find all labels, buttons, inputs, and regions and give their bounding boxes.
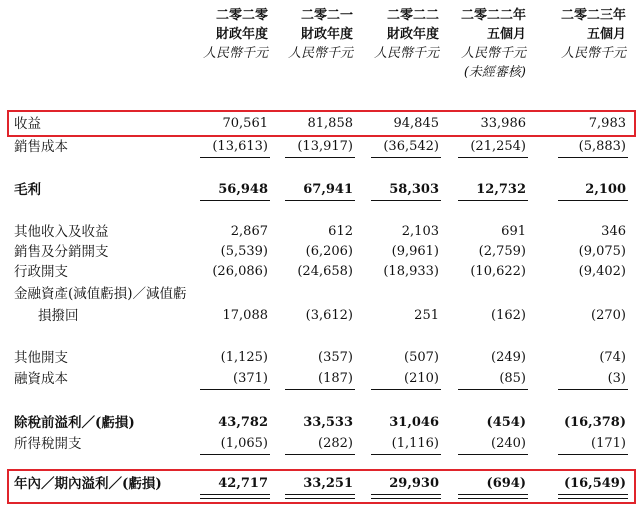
cell-value: (74)	[599, 350, 626, 365]
cell-value: 29,930	[389, 476, 439, 491]
column-header-line2: 財政年度	[215, 27, 268, 42]
cell-value: (187)	[318, 371, 353, 386]
table-row-impairment-reversal	[0, 306, 640, 326]
column-header-line3: 人民幣千元	[287, 46, 353, 61]
cell-value: 70,561	[222, 116, 268, 131]
row-label: 收益	[14, 116, 41, 132]
column-header-line1: 二零二二	[386, 8, 439, 23]
cell-value: 94,845	[393, 116, 439, 131]
row-label: 所得稅開支	[14, 436, 82, 452]
subtotal-line	[458, 454, 528, 455]
subtotal-line	[371, 454, 441, 455]
cell-value: 33,986	[480, 116, 526, 131]
row-label: 行政開支	[14, 264, 68, 280]
row-label: 其他開支	[14, 350, 68, 366]
cell-value: (10,622)	[470, 264, 526, 279]
cell-value: (13,613)	[212, 139, 268, 154]
table-row-profit-before-tax	[0, 413, 640, 433]
column-header-line3: 人民幣千元	[202, 46, 268, 61]
cell-value: 7,983	[588, 116, 626, 131]
row-label: 損撥回	[38, 308, 79, 324]
cell-value: 2,867	[230, 224, 268, 239]
column-header-line4: (未經審核)	[463, 65, 526, 80]
cell-value: (1,116)	[391, 436, 439, 451]
cell-value: (507)	[404, 350, 439, 365]
row-label: 除稅前溢利／(虧損)	[14, 415, 135, 431]
subtotal-line	[558, 389, 628, 390]
table-row-profit-for-period	[0, 474, 640, 494]
subtotal-line	[558, 157, 628, 158]
cell-value: 58,303	[389, 182, 439, 197]
row-label: 其他收入及收益	[14, 224, 109, 240]
cell-value: (1,065)	[220, 436, 268, 451]
column-header-line3: 人民幣千元	[373, 46, 439, 61]
row-label: 毛利	[14, 182, 41, 198]
table-row-selling-expenses	[0, 242, 640, 262]
column-header	[534, 6, 626, 63]
cell-value: 2,100	[585, 182, 626, 197]
grand-total-double-line	[458, 494, 528, 499]
total-line	[558, 200, 628, 201]
cell-value: (3)	[607, 371, 626, 386]
cell-value: 2,103	[401, 224, 439, 239]
row-label: 融資成本	[14, 371, 68, 387]
grand-total-double-line	[558, 494, 628, 499]
subtotal-line	[371, 389, 441, 390]
cell-value: (9,961)	[391, 244, 439, 259]
column-header-line2: 五個月	[586, 27, 626, 42]
table-row-income-tax	[0, 434, 640, 454]
column-header	[176, 6, 268, 63]
table-row-impairment-label	[0, 284, 640, 304]
cell-value: 33,251	[303, 476, 353, 491]
table-row-finance-costs	[0, 369, 640, 389]
row-label: 銷售及分銷開支	[14, 244, 109, 260]
cell-value: (13,917)	[297, 139, 353, 154]
cell-value: (9,402)	[578, 264, 626, 279]
table-row-revenue	[0, 114, 640, 134]
table-row-gross-profit	[0, 180, 640, 200]
column-header-line3: 人民幣千元	[560, 46, 626, 61]
cell-value: (16,549)	[563, 476, 626, 491]
cell-value: (5,539)	[220, 244, 268, 259]
total-line	[285, 200, 355, 201]
subtotal-line	[200, 157, 270, 158]
subtotal-line	[200, 454, 270, 455]
cell-value: (162)	[491, 308, 526, 323]
column-header-line2: 五個月	[486, 27, 526, 42]
cell-value: (454)	[486, 415, 526, 430]
column-header-line2: 財政年度	[300, 27, 353, 42]
cell-value: 31,046	[389, 415, 439, 430]
subtotal-line	[558, 454, 628, 455]
subtotal-line	[285, 389, 355, 390]
cell-value: (9,075)	[578, 244, 626, 259]
subtotal-line	[458, 389, 528, 390]
total-line	[458, 200, 528, 201]
table-row-cost-of-sales	[0, 137, 640, 157]
subtotal-line	[458, 157, 528, 158]
table-row-other-income	[0, 222, 640, 242]
cell-value: 56,948	[218, 182, 268, 197]
grand-total-double-line	[285, 494, 355, 499]
cell-value: (282)	[318, 436, 353, 451]
grand-total-double-line	[200, 494, 270, 499]
grand-total-double-line	[371, 494, 441, 499]
cell-value: (694)	[486, 476, 526, 491]
cell-value: (240)	[491, 436, 526, 451]
cell-value: (6,206)	[305, 244, 353, 259]
total-line	[371, 200, 441, 201]
cell-value: 67,941	[303, 182, 353, 197]
cell-value: 691	[501, 224, 526, 239]
cell-value: 33,533	[303, 415, 353, 430]
column-header-line1: 二零二一	[300, 8, 353, 23]
cell-value: 17,088	[222, 308, 268, 323]
table-row-admin-expenses	[0, 262, 640, 282]
cell-value: (18,933)	[383, 264, 439, 279]
cell-value: 346	[601, 224, 626, 239]
subtotal-line	[285, 157, 355, 158]
total-line	[200, 200, 270, 201]
column-header-line1: 二零二零	[215, 8, 268, 23]
cell-value: 12,732	[476, 182, 526, 197]
cell-value: 43,782	[218, 415, 268, 430]
table-row-other-expenses	[0, 348, 640, 368]
cell-value: (171)	[591, 436, 626, 451]
cell-value: (3,612)	[305, 308, 353, 323]
column-header-line2: 財政年度	[386, 27, 439, 42]
subtotal-line	[285, 454, 355, 455]
subtotal-line	[371, 157, 441, 158]
cell-value: (249)	[491, 350, 526, 365]
cell-value: (26,086)	[212, 264, 268, 279]
row-label: 銷售成本	[14, 139, 68, 155]
cell-value: (357)	[318, 350, 353, 365]
column-header-line1: 二零二二年	[460, 8, 526, 23]
cell-value: (1,125)	[220, 350, 268, 365]
column-header-line3: 人民幣千元	[460, 46, 526, 61]
row-label: 金融資產(減值虧損)／減值虧	[14, 286, 187, 302]
column-header	[261, 6, 353, 63]
column-header-line1: 二零二三年	[560, 8, 626, 23]
cell-value: (2,759)	[478, 244, 526, 259]
cell-value: (16,378)	[563, 415, 626, 430]
cell-value: 612	[328, 224, 353, 239]
cell-value: (210)	[404, 371, 439, 386]
column-header	[347, 6, 439, 63]
cell-value: (21,254)	[470, 139, 526, 154]
row-label: 年內／期內溢利／(虧損)	[14, 476, 162, 492]
subtotal-line	[200, 389, 270, 390]
cell-value: 251	[414, 308, 439, 323]
cell-value: (36,542)	[383, 139, 439, 154]
cell-value: (24,658)	[297, 264, 353, 279]
cell-value: (85)	[499, 371, 526, 386]
cell-value: 81,858	[307, 116, 353, 131]
cell-value: (270)	[591, 308, 626, 323]
column-header	[434, 6, 526, 82]
cell-value: 42,717	[218, 476, 268, 491]
cell-value: (5,883)	[578, 139, 626, 154]
cell-value: (371)	[233, 371, 268, 386]
